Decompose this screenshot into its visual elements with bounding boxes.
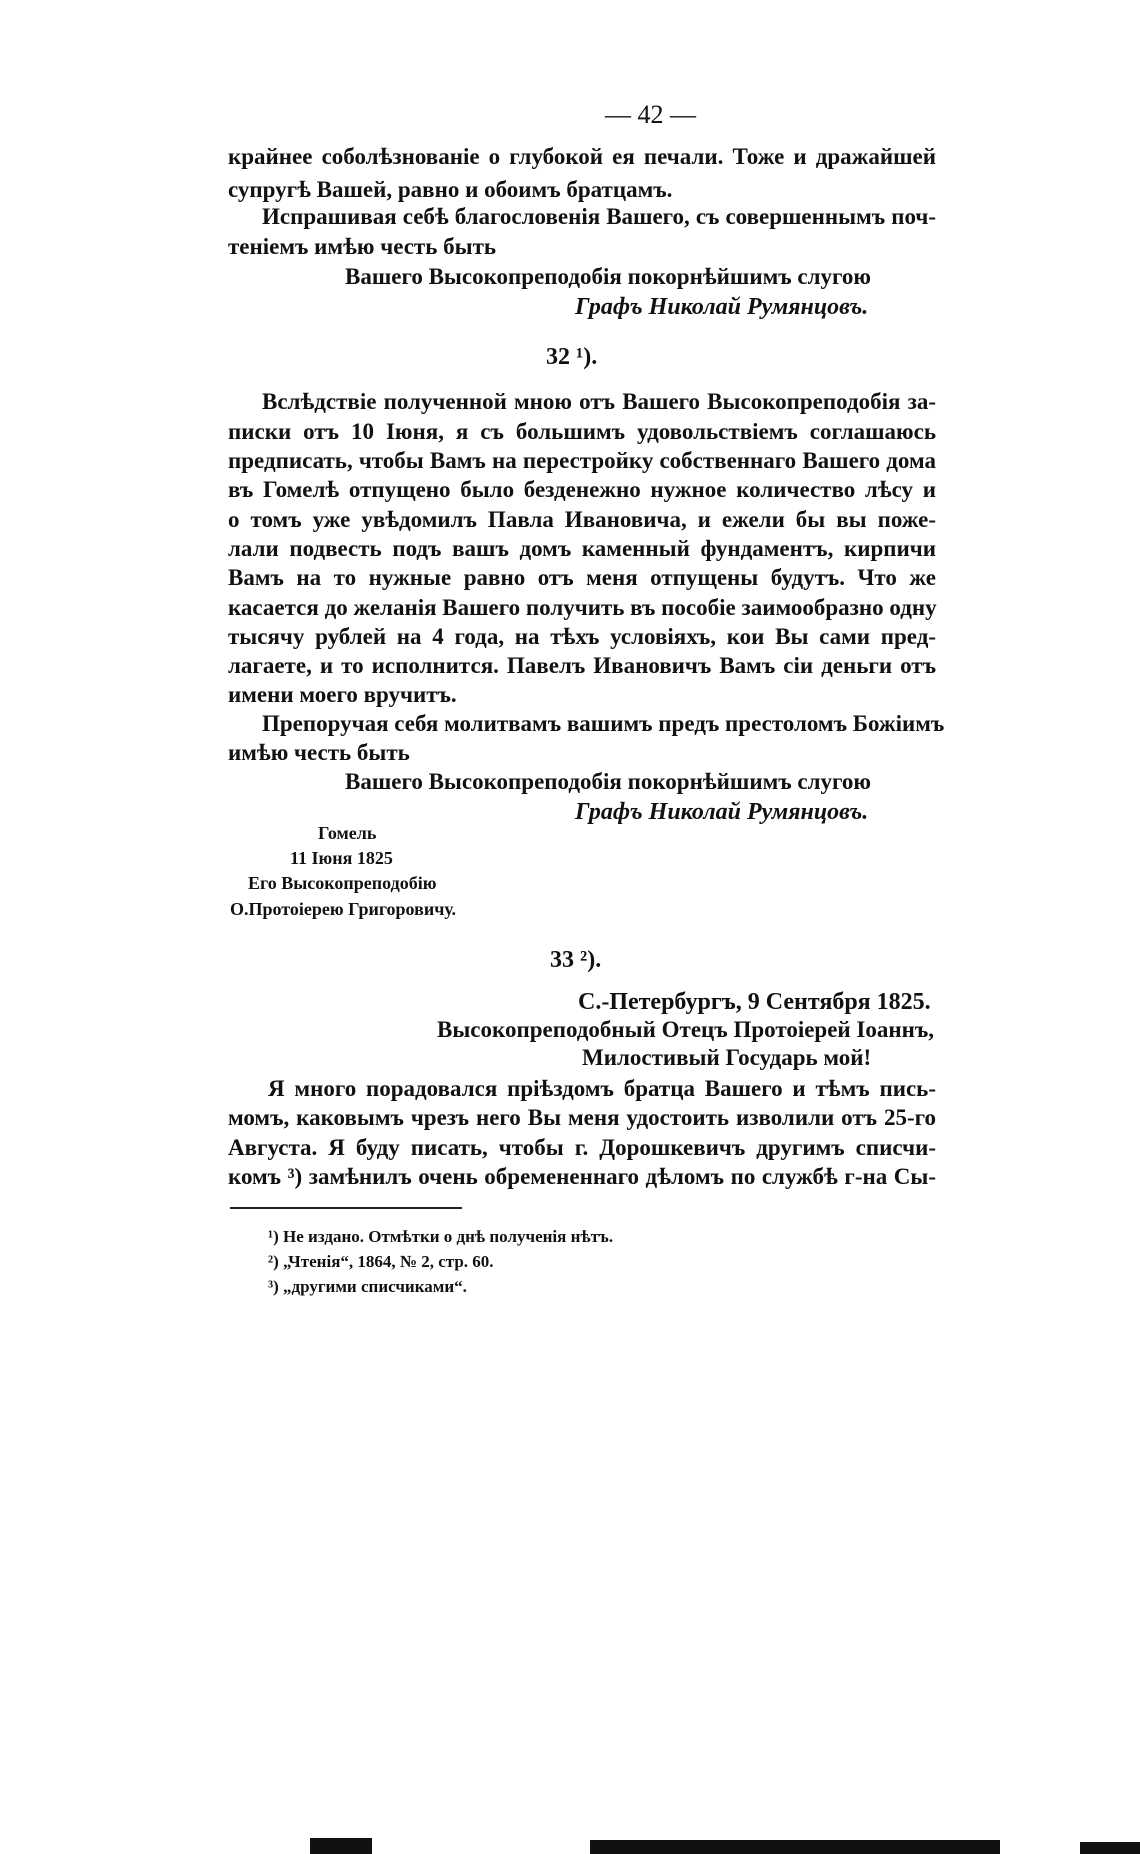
text-line: тысячу рублей на 4 года, на тѣхъ условіяхъ, кои Вы сами пред- [228, 624, 936, 649]
closing-line: Вашего Высокопреподобія покорнѣйшимъ слугою [345, 769, 871, 794]
text-line: крайнее соболѣзнованіе о глубокой ея печали. Тоже и дражайшей [228, 144, 936, 169]
text-line: писки отъ 10 Іюня, я съ большимъ удовольствіемъ соглашаюсь [228, 419, 936, 444]
text-line: лагаете, и то исполнится. Павелъ Ивановичъ Вамъ сіи деньги отъ [228, 653, 936, 678]
scan-artifact [310, 1838, 372, 1854]
text-line: предписать, чтобы Вамъ на перестройку собственнаго Вашего дома [228, 448, 936, 473]
page-number: — 42 — [605, 100, 696, 129]
text-line: Вамъ на то нужные равно отъ меня отпущены будутъ. Что же [228, 565, 936, 590]
date-line: 11 Іюня 1825 [290, 848, 393, 868]
text-line: Испрашивая себѣ благословенія Вашего, съ совершеннымъ поч- [262, 204, 936, 229]
footnote-separator [230, 1207, 462, 1209]
text-line: Августа. Я буду писать, чтобы г. Дорошкевичъ другимъ списчи- [228, 1135, 936, 1160]
text-line: имѣю честь быть [228, 740, 410, 765]
signature: Графъ Николай Румянцовъ. [575, 799, 869, 825]
letter-place-date: С.-Петербургъ, 9 Сентября 1825. [578, 989, 931, 1015]
footnote: ²) „Чтенія“, 1864, № 2, стр. 60. [268, 1252, 494, 1271]
letter-heading: 32 ¹). [546, 344, 598, 370]
salutation-line: Милостивый Государь мой! [582, 1045, 872, 1070]
scan-artifact [590, 1840, 1000, 1854]
text-line: о томъ уже увѣдомилъ Павла Ивановича, и ежели бы вы поже- [228, 507, 936, 532]
footnote: ¹) Не издано. Отмѣтки о днѣ полученія нѣтъ. [268, 1227, 614, 1246]
footnote: ³) „другими списчиками“. [268, 1277, 467, 1296]
text-line: момъ, каковымъ чрезъ него Вы меня удостоить изволили отъ 25-го [228, 1105, 936, 1130]
addressee-line: О.Протоіерею Григоровичу. [230, 899, 457, 919]
addressee-line: Его Высокопреподобію [248, 873, 437, 893]
text-line: лали подвесть подъ вашъ домъ каменный фундаментъ, кирпичи [228, 536, 936, 561]
text-line: теніемъ имѣю честь быть [228, 234, 497, 259]
signature: Графъ Николай Румянцовъ. [575, 294, 869, 320]
closing-line: Вашего Высокопреподобія покорнѣйшимъ слугою [345, 264, 871, 289]
text-line: комъ ³) замѣнилъ очень обремененнаго дѣломъ по службѣ г-на Сы- [228, 1164, 936, 1189]
text-line: въ Гомелѣ отпущено было безденежно нужное количество лѣсу и [228, 477, 936, 502]
text-line: супругѣ Вашей, равно и обоимъ братцамъ. [228, 177, 673, 202]
salutation-line: Высокопреподобный Отецъ Протоіерей Іоаннъ, [437, 1017, 935, 1042]
scan-artifact [1080, 1842, 1140, 1854]
letter-heading: 33 ²). [550, 947, 602, 973]
text-line: имени моего вручитъ. [228, 682, 457, 707]
text-line: Вслѣдствіе полученной мною отъ Вашего Высокопреподобія за- [262, 389, 936, 414]
text-line: Я много порадовался пріѣздомъ братца Вашего и тѣмъ пись- [268, 1076, 936, 1101]
text-line: касается до желанія Вашего получить въ пособіе заимообразно одну [228, 595, 937, 620]
text-line: Препоручая себя молитвамъ вашимъ предъ престоломъ Божіимъ [262, 711, 945, 736]
place-line: Гомель [318, 823, 377, 843]
